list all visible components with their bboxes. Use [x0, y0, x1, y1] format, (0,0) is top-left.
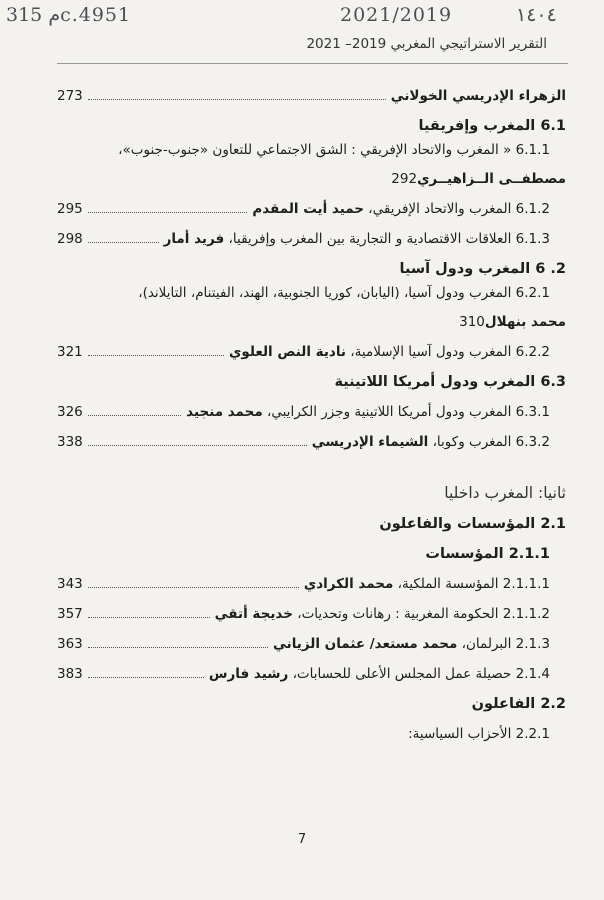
entry-number: 6.2.2: [515, 344, 550, 360]
entry-title: « المغرب والاتحاد الإفريقي : الشق الاجتماعي للتعاون «جنوب-جنوب»،: [118, 142, 512, 158]
leader-dots: [88, 445, 307, 446]
section-title: المغرب وإفريقيا: [418, 118, 536, 134]
toc-section: [57, 688, 566, 718]
toc-entry: [57, 658, 566, 688]
entry-title: المغرب ودول أمريكا اللاتينية وجزر الكرايبي،: [267, 404, 512, 420]
toc-entry: [57, 568, 566, 598]
leader-dots: [88, 242, 159, 243]
leader-dots: [88, 677, 204, 678]
entry-number: 2.1.3: [515, 636, 550, 652]
entry-title: المغرب وكوبا،: [432, 434, 512, 450]
toc-entry: [57, 223, 566, 253]
toc-author: محمد الكرادي: [303, 576, 394, 592]
section-number: 2.1: [540, 516, 566, 532]
toc-author: مصطفــى الــزاهيــري: [417, 171, 566, 187]
toc-entry: [57, 193, 566, 223]
header-rule: [57, 63, 568, 64]
leader-dots: [88, 617, 210, 618]
entry-number: 6.1.3: [515, 231, 550, 247]
toc-page: 321: [57, 344, 83, 360]
section-title: المؤسسات: [425, 546, 504, 562]
entry-number: 2.2.1: [515, 726, 550, 742]
entry-title: الأحزاب السياسية:: [408, 726, 512, 742]
entry-title: حصيلة عمل المجلس الأعلى للحسابات،: [292, 666, 512, 682]
toc-page: 310: [459, 314, 485, 330]
section-title: المغرب ودول آسيا: [399, 261, 531, 277]
entry-title: المغرب ودول آسيا الإسلامية،: [350, 344, 512, 360]
toc-page: 292: [391, 171, 418, 187]
toc-entry: [57, 598, 566, 628]
toc-author: فريد أمار: [163, 231, 225, 247]
toc-page: 357: [57, 606, 83, 622]
toc-author: حميد أيت المقدم: [252, 201, 364, 217]
entry-number: 6.2.1: [515, 285, 550, 301]
toc-entry: [57, 628, 566, 658]
part-title: ثانيا: المغرب داخليا: [444, 484, 566, 502]
toc-entry: [57, 80, 566, 110]
section-number: 2.2: [540, 696, 566, 712]
toc-author: محمد منجيد: [186, 404, 263, 420]
entry-number: 6.3.1: [515, 404, 550, 420]
toc-entry: [57, 396, 566, 426]
entry-title: العلاقات الاقتصادية و التجارية بين المغرب وإفريقيا،: [228, 231, 512, 247]
handwritten-code: ١٤٠٤: [516, 4, 557, 26]
toc-section: [57, 366, 566, 396]
table-of-contents: [57, 80, 566, 748]
leader-dots: [88, 587, 299, 588]
entry-title: البرلمان،: [461, 636, 512, 652]
entry-title: الحكومة المغربية : رهانات وتحديات،: [297, 606, 499, 622]
section-number: 2.1.1: [508, 546, 550, 562]
leader-dots: [88, 212, 248, 213]
handwritten-catalog-number: 315 مc.4951: [6, 4, 132, 26]
leader-dots: [88, 355, 224, 356]
entry-title: المؤسسة الملكية،: [397, 576, 499, 592]
toc-section: [57, 110, 566, 140]
section-number: 2. 6: [535, 261, 566, 277]
entry-title: المغرب ودول آسيا، (اليابان، كوريا الجنوبية، الهند، الفيتنام، التايلاند)،: [138, 285, 512, 301]
toc-entry: [57, 426, 566, 456]
leader-dots: [88, 415, 181, 416]
toc-entry: [57, 283, 566, 336]
leader-dots: [88, 647, 268, 648]
entry-number: 2.1.4: [515, 666, 550, 682]
toc-entry: [57, 140, 566, 193]
toc-page: 273: [57, 88, 83, 104]
toc-part-heading: [57, 456, 566, 508]
section-title: المؤسسات والفاعلون: [379, 516, 536, 532]
toc-page: 383: [57, 666, 83, 682]
toc-page: 343: [57, 576, 83, 592]
toc-author: محمد مستعد/ عثمان الزياني: [273, 636, 458, 652]
entry-number: 6.1.2: [515, 201, 550, 217]
toc-author: الزهراء الإدريسي الخولاني: [390, 88, 566, 104]
handwritten-years: 2021/2019: [340, 4, 453, 26]
toc-section: [57, 538, 566, 568]
entry-number: 6.3.2: [515, 434, 550, 450]
toc-author: رشيد فارس: [208, 666, 289, 682]
toc-page: 363: [57, 636, 83, 652]
toc-section: [57, 253, 566, 283]
toc-page: 298: [57, 231, 83, 247]
page-number: 7: [297, 832, 307, 847]
toc-author: الشيماء الإدريسي: [311, 434, 429, 450]
entry-number: 2.1.1.1: [502, 576, 550, 592]
toc-author: محمد بنهلال: [484, 314, 566, 330]
toc-entry: [57, 336, 566, 366]
toc-section: [57, 508, 566, 538]
section-title: الفاعلون: [471, 696, 536, 712]
entry-number: 6.1.1: [515, 142, 550, 158]
toc-author: خديجة أتقي: [214, 606, 293, 622]
toc-entry: [57, 718, 566, 748]
entry-number: 2.1.1.2: [502, 606, 550, 622]
section-title: المغرب ودول أمريكا اللاتينية: [334, 374, 536, 390]
toc-author: نادية النص العلوي: [228, 344, 346, 360]
running-header: التقرير الاستراتيجي المغربي 2019– 2021: [306, 36, 547, 52]
section-number: 6.1: [540, 118, 566, 134]
leader-dots: [88, 99, 386, 100]
entry-title: المغرب والاتحاد الإفريقي،: [368, 201, 512, 217]
toc-page: 295: [57, 201, 83, 217]
toc-page: 326: [57, 404, 83, 420]
section-number: 6.3: [540, 374, 566, 390]
toc-page: 338: [57, 434, 83, 450]
